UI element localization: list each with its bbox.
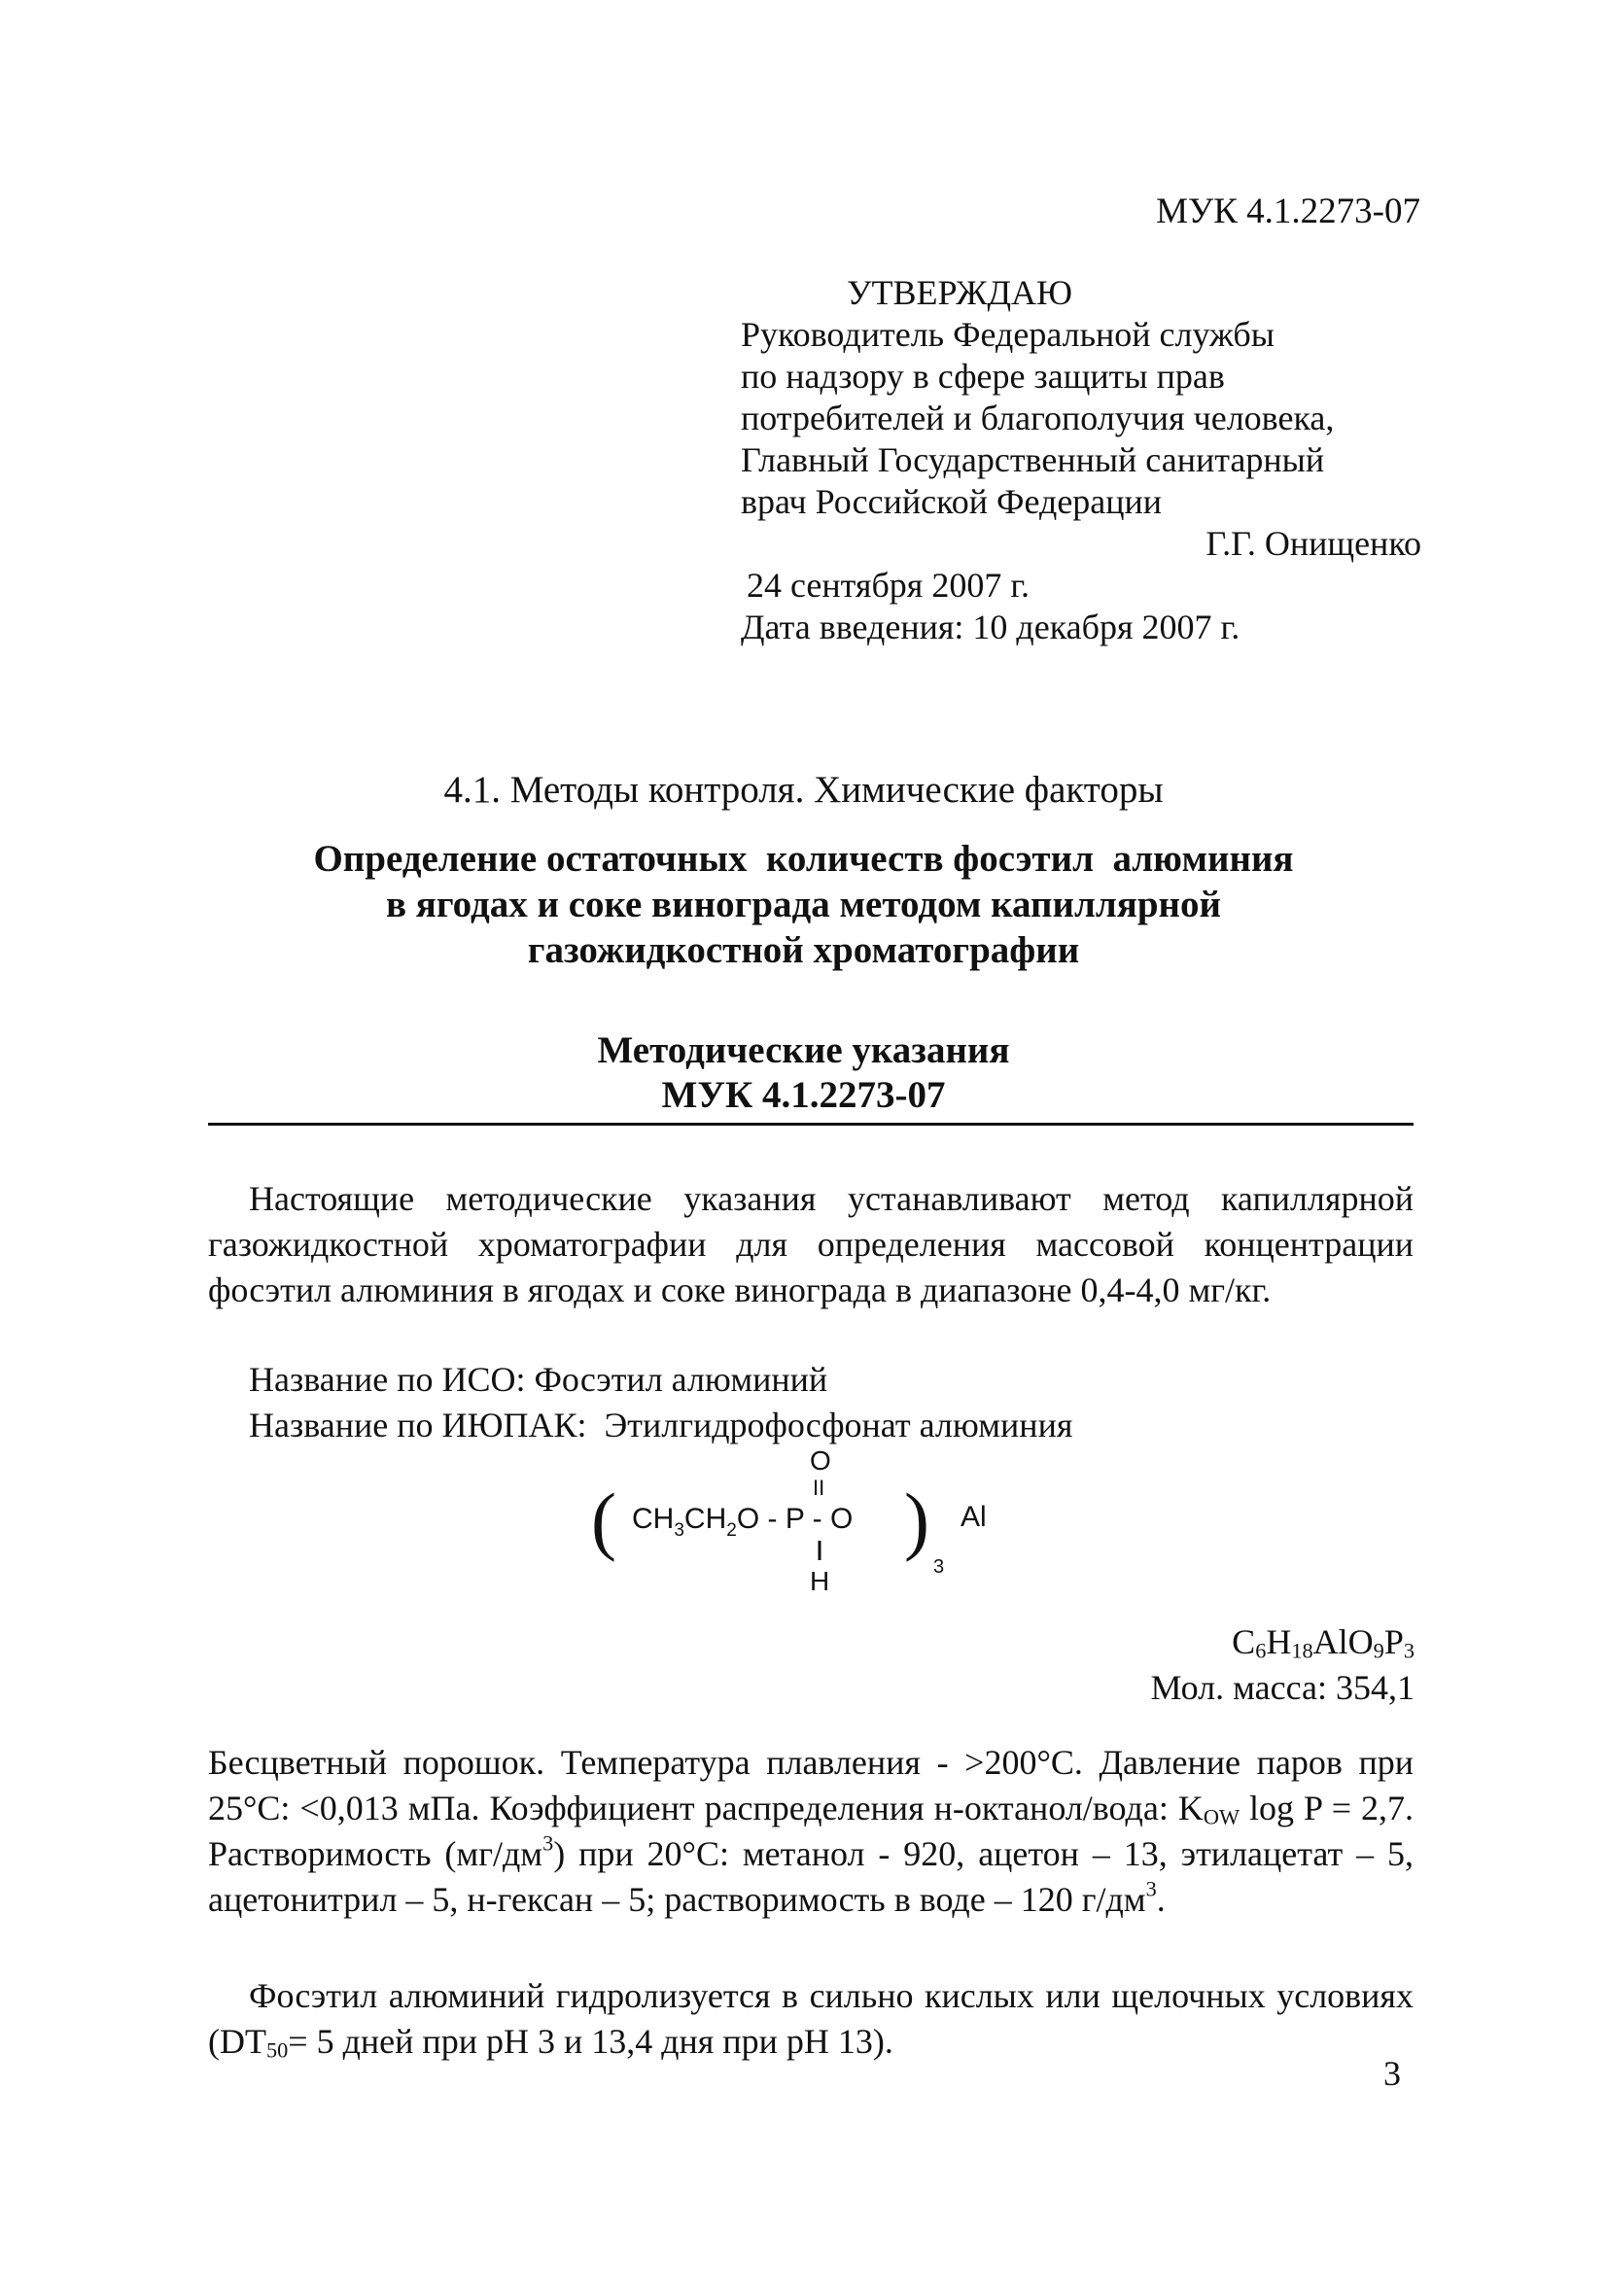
structural-formula (583, 1448, 992, 1623)
approval-line: потребителей и благополучия человека, (741, 399, 1335, 437)
molecular-formula: $C_6H_{18}AlO_9P_3$ (1232, 1622, 1415, 1663)
page-number: 3 (1383, 2054, 1401, 2093)
approval-line: Главный Государственный санитарный (741, 440, 1325, 479)
metal-atom: Al (961, 1501, 987, 1533)
top-oxygen: O (810, 1448, 831, 1476)
title-line: Определение остаточных количеств фосэтил алюминия (313, 838, 1294, 880)
intro-paragraph: Настоящие методические указания устанавливают метод капиллярной газожидкостной хроматографии для определения массовой концентрации фосэтил алюминия в ягодах и соке винограда в диапазоне 0,4-4,0 мг/кг. (208, 1179, 1414, 1309)
divider-rule (208, 1123, 1414, 1126)
bracket-right: ) (904, 1478, 929, 1562)
signatory-name: Г.Г. Онищенко (1205, 524, 1421, 563)
properties-paragraph: Бесцветный порошок. Температура плавления - >200°C. Давление паров при 25°C: <0,013 мПа. Коэффициент распределения н-октанол/вода: $K_{OW}$ log P = 2,7. Растворимость $(мг/дм^3)$ при 20°C: метанол - 920, ацетон – 13, этилацетат – 5, ацетонитрил – 5, н-гексан – 5; растворимость в воде – 120 $г/дм^3$. (208, 1743, 1415, 1919)
title-line: в ягодах и соке винограда методом капиллярной (386, 884, 1221, 925)
double-bond: II (813, 1476, 825, 1500)
doc-type-code: МУК 4.1.2273-07 (661, 1074, 946, 1116)
document-code: МУК 4.1.2273-07 (1156, 191, 1420, 231)
document-title (0, 836, 1607, 973)
molecular-mass: Мол. масса: 354,1 (1150, 1668, 1415, 1707)
title-line: газожидкостной хроматографии (527, 929, 1080, 971)
approval-block (741, 272, 1421, 648)
multiplier: 3 (933, 1556, 945, 1578)
approval-line: по надзору в сфере защиты прав (741, 357, 1225, 396)
chain-text: $CH_3CH_2O$ - P - O (632, 1503, 854, 1541)
document-type (0, 1028, 1607, 1118)
bottom-hydrogen: H (810, 1566, 830, 1596)
hydrolysis-paragraph: Фосэтил алюминий гидролизуется в сильно кислых или щелочных условиях ($DT_{50}= 5$ дней при pH 3 и 13,4 дня при pH 13). (208, 1976, 1414, 2063)
approval-heading: УТВЕРЖДАЮ (846, 273, 1073, 312)
approval-date: 24 сентября 2007 г. (747, 566, 1031, 605)
series-heading: 4.1. Методы контроля. Химические факторы (443, 769, 1164, 811)
iupac-name: Название по ИЮПАК: Этилгидрофосфонат алюминия (249, 1406, 1073, 1444)
approval-line: врач Российской Федерации (741, 482, 1163, 521)
approval-line: Руководитель Федеральной службы (741, 315, 1275, 354)
iso-name: Название по ИСО: Фосэтил алюминий (249, 1360, 828, 1399)
doc-type-label: Методические указания (597, 1029, 1010, 1071)
effective-date: Дата введения: 10 декабря 2007 г. (741, 608, 1240, 646)
bracket-left: ( (591, 1478, 616, 1562)
